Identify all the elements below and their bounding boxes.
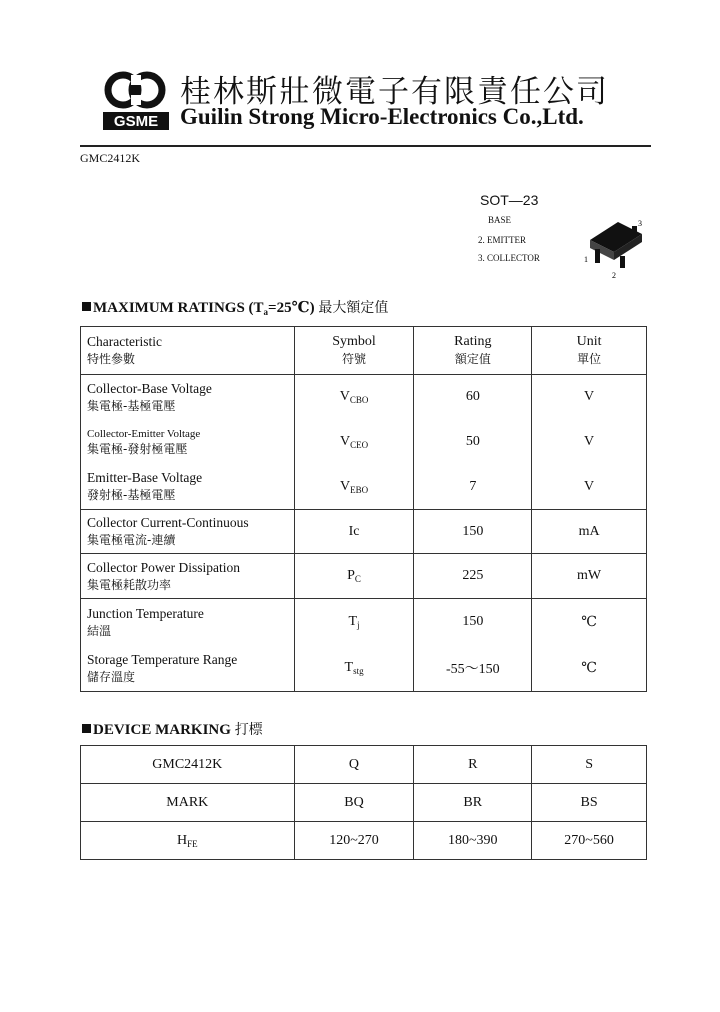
pin-number-3: 3 (638, 219, 642, 228)
package-name: SOT—23 (480, 192, 539, 208)
pin-label-collector: 3. COLLECTOR (478, 253, 540, 263)
device-marking-title-cn: 打標 (234, 722, 263, 738)
device-marking-table (80, 745, 647, 860)
bullet-square-icon (82, 302, 91, 311)
pin-number-1: 1 (584, 255, 588, 264)
pin-number-2: 2 (612, 271, 616, 280)
header-rating: Rating 額定值 (414, 327, 532, 375)
table-row: $H_{FE}$ 120~270 180~390 270~560 (81, 822, 647, 860)
table-row: MARK BQ BR BS (81, 784, 647, 822)
max-ratings-table (80, 326, 647, 692)
header-symbol: Symbol 符號 (294, 327, 414, 375)
table-row: Collector-Base Voltage 集電極-基極電壓 $V_{CBO}$ 60 V (81, 375, 647, 420)
table-row: Storage Temperature Range 儲存溫度 $T_{stg}$ -55～150 ℃ (81, 646, 647, 692)
table-row: Collector Current-Continuous 集電極電流-連續 Ic 150 mA (81, 510, 647, 554)
header-unit: Unit 單位 (532, 327, 647, 375)
header-divider (80, 145, 651, 147)
max-ratings-title: MAXIMUM RATINGS $(T_a=25℃)$ 最大額定值 (82, 297, 388, 317)
pin-label-emitter: 2. EMITTER (478, 235, 526, 245)
bullet-square-icon (82, 724, 91, 733)
company-logo (103, 70, 169, 132)
table-header-row (81, 327, 647, 375)
part-number: GMC2412K (80, 151, 141, 165)
max-ratings-title-cn: 最大額定值 (318, 300, 389, 316)
company-name-en: Guilin Strong Micro-Electronics Co.,Ltd. (180, 104, 584, 129)
company-name-cn: 桂林斯壯微電子有限責任公司 (180, 74, 609, 110)
table-row: Emitter-Base Voltage 發射極-基極電壓 $V_{EBO}$ 7 V (81, 465, 647, 510)
header-characteristic: Characteristic 特性參數 (81, 327, 295, 375)
table-row: Collector-Emitter Voltage 集電極-發射極電壓 $V_{CEO}$ 50 V (81, 420, 647, 465)
pin-label-base: BASE (488, 215, 512, 225)
device-marking-title: DEVICE MARKING 打標 (82, 719, 263, 739)
table-row: Junction Temperature 結溫 $T_j$ 150 ℃ (81, 599, 647, 646)
table-row: GMC2412K Q R S (81, 746, 647, 784)
logo-text: GSME (113, 113, 159, 130)
table-row: Collector Power Dissipation 集電極耗散功率 $P_C$ 225 mW (81, 554, 647, 599)
sot23-package-drawing (578, 212, 648, 282)
